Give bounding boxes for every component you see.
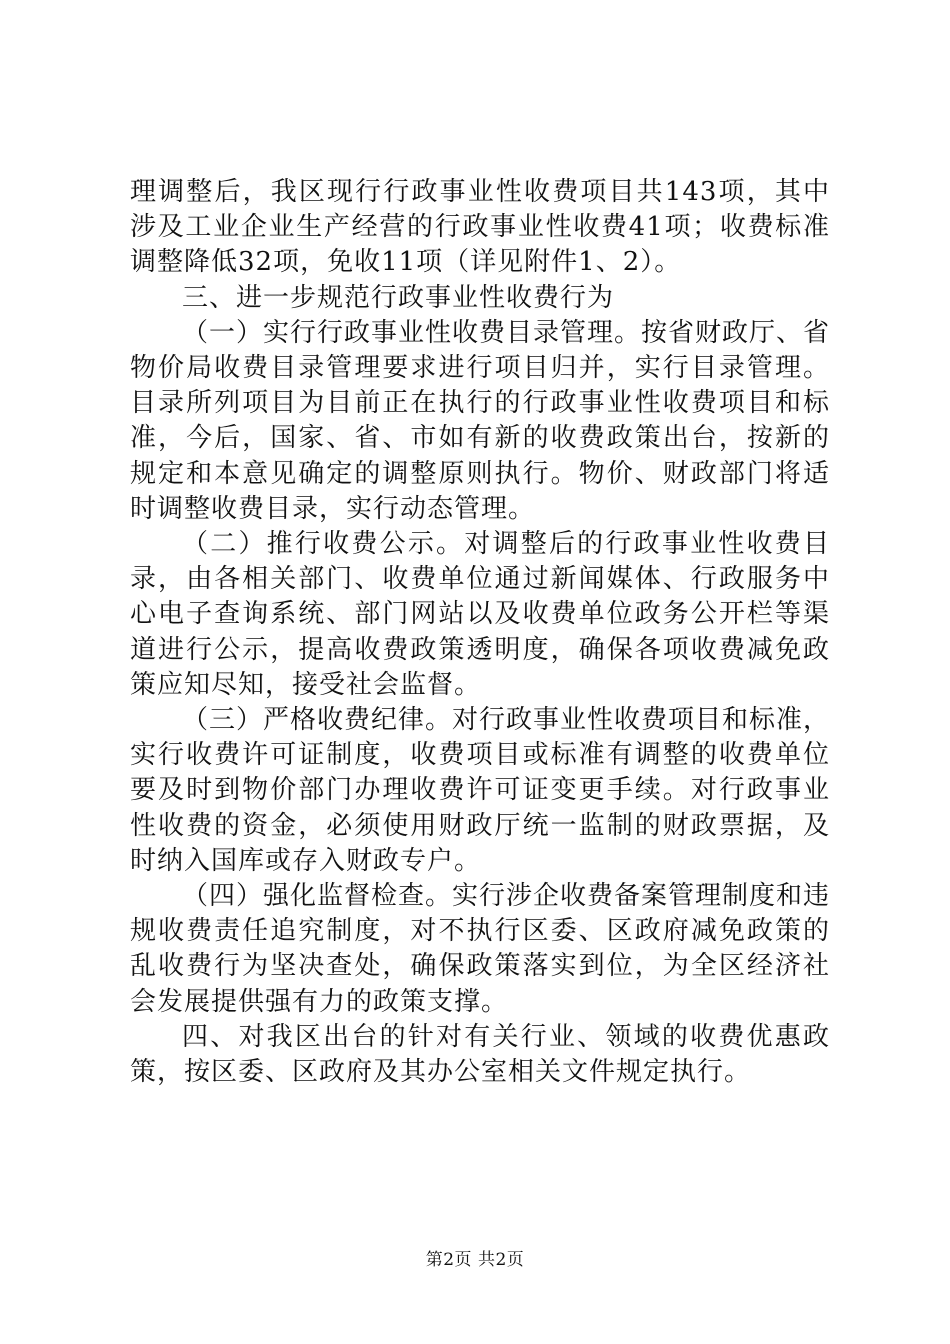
section-heading-four: 四、对我区出台的针对有关行业、领域的收费优惠政策，按区委、区政府及其办公室相关文件规定执行。 [130,1021,830,1088]
document-body [130,175,830,1090]
page-number-footer: 第2页 共2页 [425,1250,525,1270]
paragraph-fee-publicity: （二）推行收费公示。对调整后的行政事业性收费目录，由各相关部门、收费单位通过新闻媒体、行政服务中心电子查询系统、部门网站以及收费单位政务公开栏等渠道进行公示，提高收费政策透明度，确保各项收费减免政策应知尽知，接受社会监督。 [130,529,830,700]
paragraph-catalog-management: （一）实行行政事业性收费目录管理。按省财政厅、省物价局收费目录管理要求进行项目归并，实行目录管理。目录所列项目为目前正在执行的行政事业性收费项目和标准，今后，国家、省、市如有新的收费政策出台，按新的规定和本意见确定的调整原则执行。物价、财政部门将适时调整收费目录，实行动态管理。 [130,317,831,524]
paragraph-fee-discipline: （三）严格收费纪律。对行政事业性收费项目和标准，实行收费许可证制度，收费项目或标准有调整的收费单位要及时到物价部门办理收费许可证变更手续。对行政事业性收费的资金，必须使用财政厅统一监制的财政票据，及时纳入国库或存入财政专户。 [130,705,831,876]
paragraph-supervision: （四）强化监督检查。实行涉企收费备案管理制度和违规收费责任追究制度，对不执行区委、区政府减免政策的乱收费行为坚决查处，确保政策落实到位，为全区经济社会发展提供强有力的政策支撑。 [130,881,831,1017]
section-heading-three: 三、进一步规范行政事业性收费行为 [182,282,615,313]
paragraph-continuation: 理调整后，我区现行行政事业性收费项目共143项，其中涉及工业企业生产经营的行政事业性收费41项；收费标准调整降低32项，免收11项（详见附件1、2）。 [130,177,830,278]
